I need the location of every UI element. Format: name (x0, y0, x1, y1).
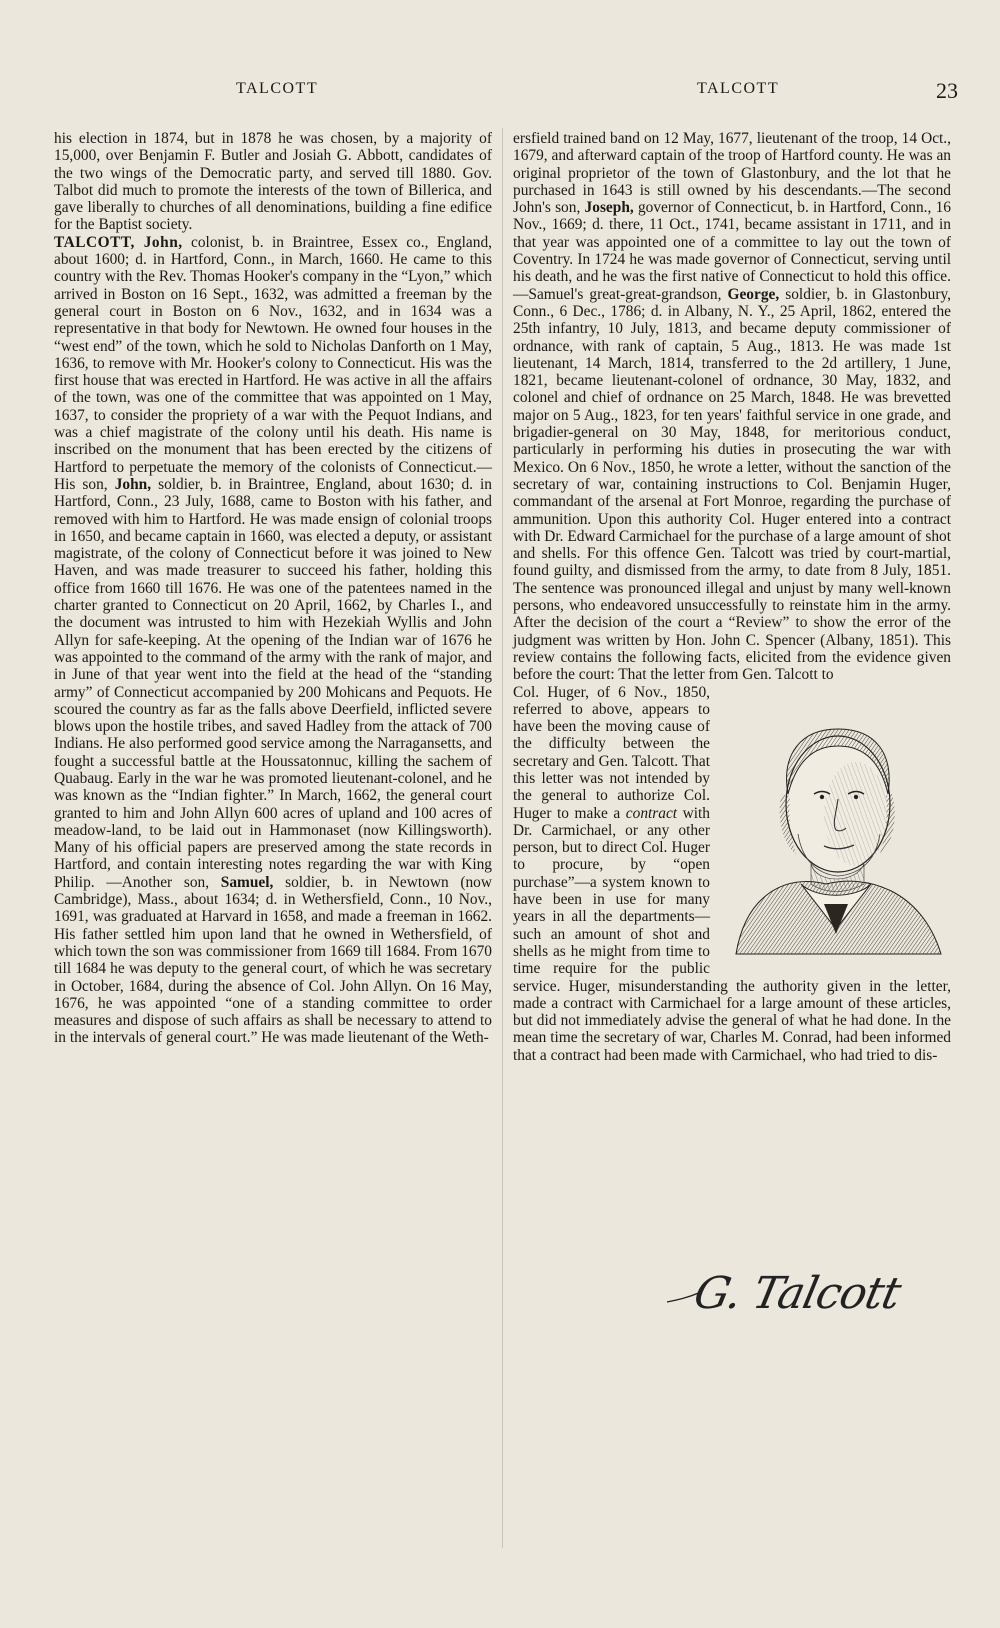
entry-heading: TALCOTT, John, (54, 233, 183, 251)
talcott-john-entry (54, 234, 492, 1047)
wrapped-text: Col. Huger, of 6 Nov., 1850, referred to above, appears to have been the moving cause of the difficulty between the secretary and Gen. Talcott. That this letter was not intended by the general to authorize Col. Huger to make a (513, 683, 710, 822)
right-column (513, 130, 951, 1064)
entry-text: soldier, b. in Newtown (now Cambridge), Mass., about 1634; d. in Wethersfield, Conn., 10 Nov., 1691, was graduated at Harvard in 1658, and made a freeman in 1662. His father settled him upon land that he owned in Wethersfield, of which town the son was commissioner from 1669 till 1684. From 1670 till 1684 he was deputy to the general court, of which he was secretary in October, 1684, during the absence of Col. John Allyn. On 16 May, 1676, he was appointed “one of a standing committee to order measures and dispose of such affairs as shall be necessary to attend to in the intervals of general court.” He was made lieutenant of the Weth- (54, 873, 492, 1047)
entry-text: soldier, b. in Braintree, England, about 1630; d. in Hartford, Conn., 23 July, 1688, came to Boston with his father, and removed with him to Hartford. He was made ensign of colonial troops in 1650, and became captain in 1660, was elected a deputy, or assistant magistrate, of the colony of Connecticut before it was joined to New Haven, and was made treasurer to succeed his father, holding this office from 1660 till 1676. He was one of the patentees named in the charter granted to Connecticut on 20 April, 1662, by Charles I., and the document was intrusted to him with Hezekiah Wyllis and John Allyn for safe-keeping. At the opening of the Indian war of 1676 he was appointed to the command of the army with the rank of major, and in June of that year went into the field at the head of the “standing army” of Connecticut accompanied by 200 Mohicans and Pequots. He scoured the country as far as the falls above Deerfield, inflicted severe blows upon the hostile tribes, and saved Hadley from the attack of 700 Indians. He also performed good service among the Narragansetts, and fought a successful battle at the Houssatonnuc, killing the sachem of Quabaug. Early in the war he was promoted lieutenant-colonel, and he was known as the “Indian fighter.” In March, 1662, the general court granted to him and John Allyn 600 acres of upland and 100 acres of meadow-land, to be laid out in Hammonaset (now Killingsworth). Many of his official papers are preserved among the state records in Hartford, and contain interesting notes regarding the war with King Philip. —Another son, (54, 475, 492, 891)
running-header (222, 80, 958, 104)
emphasis-contract: contract (625, 804, 678, 822)
portrait-engraving (716, 684, 951, 964)
portrait (716, 684, 951, 964)
page-number: 23 (936, 78, 958, 103)
name-george: George, (727, 285, 780, 303)
signature: G. Talcott (689, 1268, 905, 1319)
continuation-paragraph (513, 130, 951, 684)
left-column (54, 130, 492, 1047)
entry-text: soldier, b. in Glastonbury, Conn., 6 Dec., 1786; d. in Albany, N. Y., 25 April, 1862, entered the 25th infantry, 10 July, 1813, and became deputy commissioner of ordnance, with rank of captain, 5 Aug., 1813. He was made 1st lieutenant, 14 March, 1814, transferred to the 2d artillery, 1 June, 1821, became lieutenant-colonel of ordnance, 30 May, 1832, and colonel and chief of ordnance on 25 March, 1848. He was brevetted major on 5 Aug., 1823, for ten years' faithful service in one grade, and brigadier-general on 30 May, 1848, for meritorious conduct, particularly in performing his duties in prosecuting the war with Mexico. On 6 Nov., 1850, he wrote a letter, without the sanction of the secretary of war, containing instructions to Col. Benjamin Huger, commandant of the arsenal at Fort Monroe, regarding the purchase of ammunition. Upon this authority Col. Huger entered into a contract with Dr. Edward Carmichael for the purchase of a large amount of shot and shells. For this offence Gen. Talcott was tried by court-martial, found guilty, and dismissed from the army, to date from 8 July, 1851. The sentence was pronounced illegal and unjust by many well-known persons, who endeavored unsuccessfully to reinstate him in the army. After the decision of the court a “Review” to show the error of the judgment was written by Hon. John C. Spencer (Albany, 1851). This review contains the following facts, elicited from the evidence given before the court: That the letter from Gen. Talcott to (513, 285, 951, 684)
name-john: John, (114, 475, 152, 493)
talbot-paragraph-end: his election in 1874, but in 1878 he was chosen, by a majority of 15,000, over Benjamin F. Butler and Josiah G. Abbott, candidates of the two wings of the Democratic party, and served till 1880. Gov. Talbot did much to promote the interests of the town of Billerica, and gave liberally to churches of all denominations, building a fine edifice for the Baptist society. (54, 130, 492, 234)
name-samuel: Samuel, (220, 873, 274, 891)
running-head-left: TALCOTT (236, 80, 319, 97)
entry-text: governor of Connecticut, b. in Hartford, Conn., 16 Nov., 1669; d. there, 11 Oct., 1741, became assistant in 1711, and in that year was appointed one of a committee to lay out the town of Coventry. In 1724 he was made governor of Connecticut, serving until his death, and he was the first native of Connecticut to hold this office.—Samuel's great-great-grandson, (513, 199, 951, 303)
entry-text: ersfield trained band on 12 May, 1677, lieutenant of the troop, 14 Oct., 1679, and afterward captain of the troop of Hartford county. He was an original proprietor of the town of Glastonbury, and the lot that he purchased in 1643 is still owned by his descendants.—The second John's son, (513, 130, 951, 217)
name-joseph: Joseph, (584, 199, 634, 217)
running-head-right: TALCOTT (697, 80, 780, 97)
column-divider (502, 128, 503, 1548)
wrapped-text: with Dr. Carmichael, or any other person, but to direct Col. Huger to procure, by “open purchase”—a system known to have been in use for many years in all the departments—such an amount of shot and shells as he might from time to time require for the public service. Huger, misunderstanding the authority given in the letter, made a contract with Carmichael for a large amount of these articles, but did not immediately advise the general of what he had done. In the mean time the secretary of war, Charles M. Conrad, had been informed that a contract had been made with Carmichael, who had tried to dis- (513, 804, 951, 1064)
entry-text: colonist, b. in Braintree, Essex co., England, about 1600; d. in Hartford, Conn., in March, 1660. He came to this country with the Rev. Thomas Hooker's company in the “Lyon,” which arrived in Boston on 16 Sept., 1632, was admitted a freeman by the general court in Boston on 6 Nov., 1632, and in 1634 was a representative in that body for Newtown. He owned four houses in the “west end” of the town, which he sold to Nicholas Danforth on 1 May, 1636, to remove with Mr. Hooker's colony to Connecticut. His was the first house that was erected in Hartford. He was active in all the affairs of the town, was one of the committee that was appointed on 1 May, 1637, to consider the propriety of a war with the Pequot Indians, and was a chief magistrate of the colony until his death. His name is inscribed on the monument that has been erected by the citizens of Hartford to perpetuate the memory of the colonists of Connecticut.—His son, (54, 233, 493, 493)
wrapped-paragraph (513, 684, 951, 1065)
